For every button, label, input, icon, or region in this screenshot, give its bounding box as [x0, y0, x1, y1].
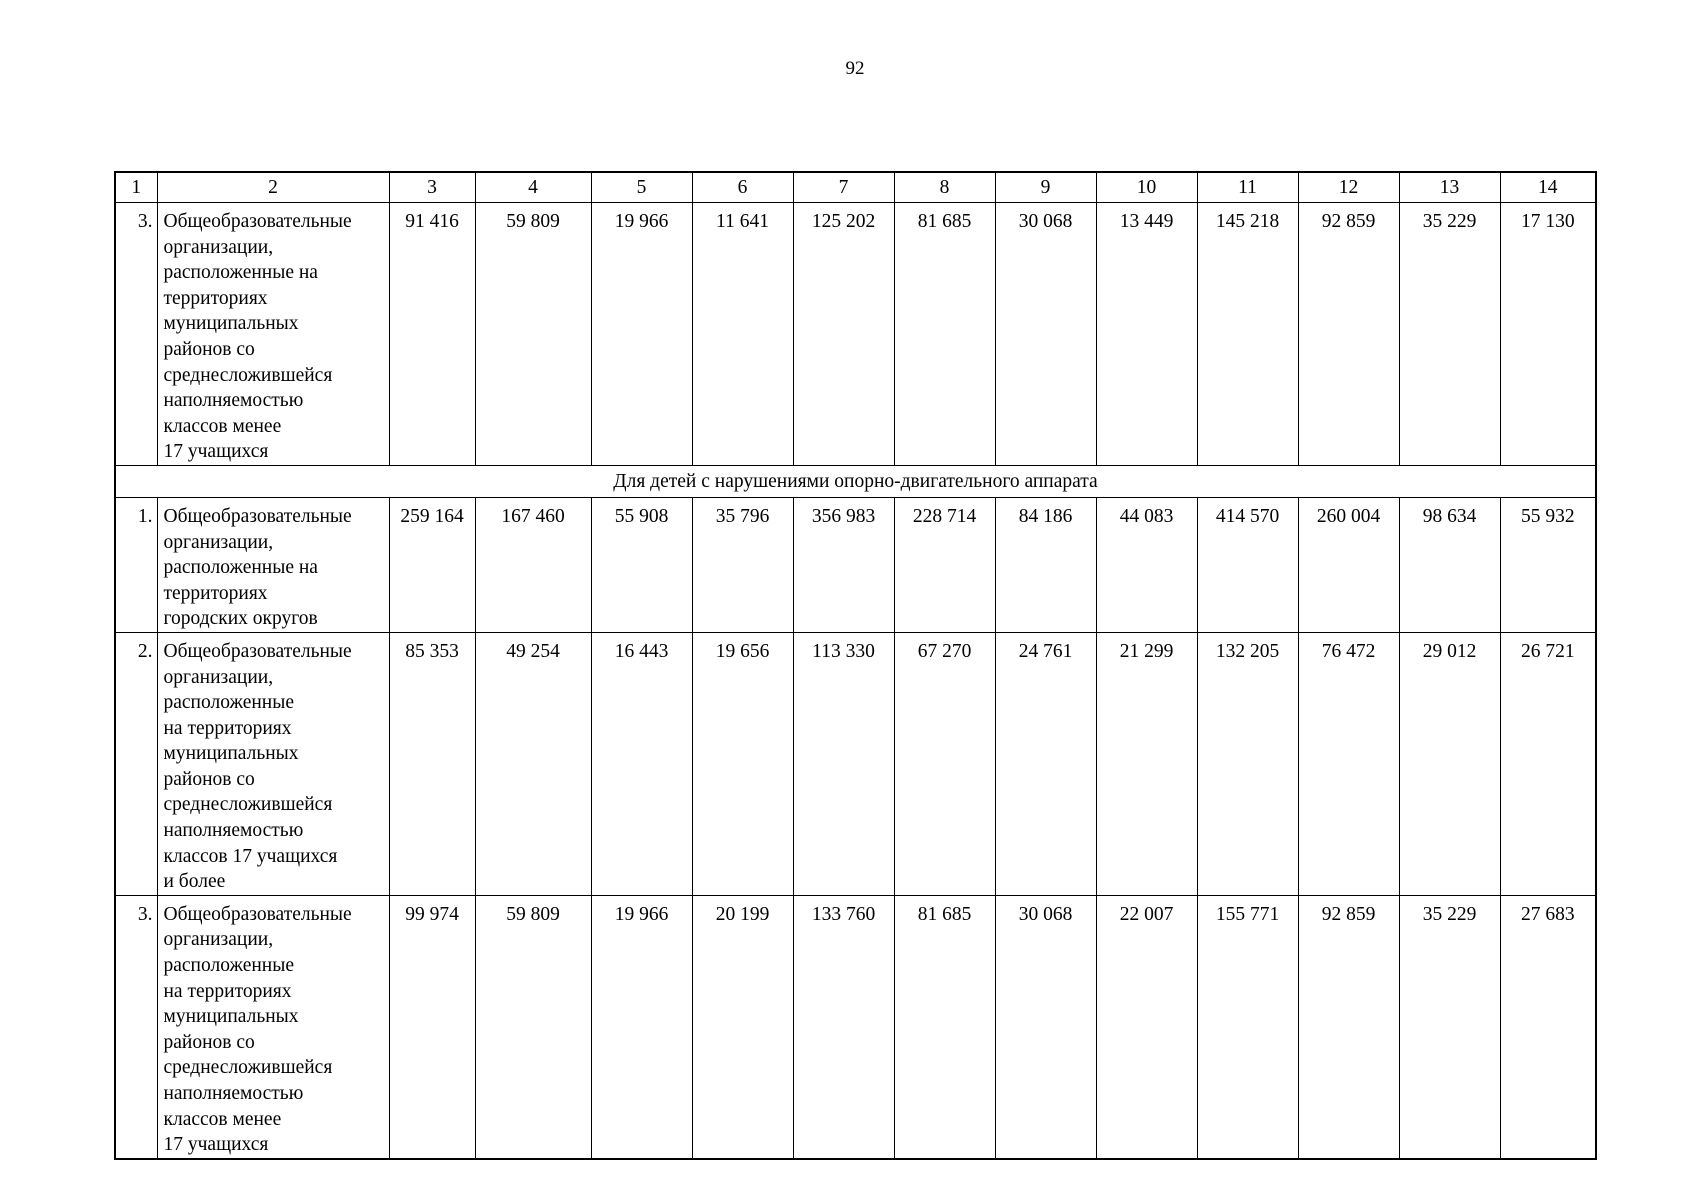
value-cell: 92 859: [1298, 203, 1399, 466]
column-number-cell: 5: [591, 172, 692, 203]
value-cell: 35 229: [1399, 203, 1500, 466]
table-row: [115, 895, 1596, 1158]
column-number-cell: 6: [692, 172, 793, 203]
value-cell: 259 164: [389, 497, 475, 632]
value-cell: 35 229: [1399, 895, 1500, 1158]
row-index: 3.: [115, 895, 157, 1158]
row-index: 2.: [115, 632, 157, 895]
value-cell: 155 771: [1197, 895, 1298, 1158]
value-cell: 22 007: [1096, 895, 1197, 1158]
value-cell: 85 353: [389, 632, 475, 895]
section-row: [115, 465, 1596, 497]
value-cell: 27 683: [1500, 895, 1596, 1158]
value-cell: 19 966: [591, 203, 692, 466]
value-cell: 356 983: [793, 497, 894, 632]
value-cell: 44 083: [1096, 497, 1197, 632]
value-cell: 20 199: [692, 895, 793, 1158]
column-number-cell: 12: [1298, 172, 1399, 203]
table-row: [115, 203, 1596, 466]
value-cell: 11 641: [692, 203, 793, 466]
value-cell: 19 656: [692, 632, 793, 895]
column-number-cell: 9: [995, 172, 1096, 203]
value-cell: 132 205: [1197, 632, 1298, 895]
value-cell: 76 472: [1298, 632, 1399, 895]
row-name: Общеобразовательные организации, расположенные на территориях городских округов: [157, 497, 389, 632]
row-name: Общеобразовательные организации, расположенные на территориях муниципальных районов со среднесложившейся наполняемостью классов 17 учащихся и более: [157, 632, 389, 895]
value-cell: 113 330: [793, 632, 894, 895]
value-cell: 17 130: [1500, 203, 1596, 466]
value-cell: 55 932: [1500, 497, 1596, 632]
value-cell: 414 570: [1197, 497, 1298, 632]
column-number-cell: 8: [894, 172, 995, 203]
value-cell: 49 254: [475, 632, 591, 895]
value-cell: 91 416: [389, 203, 475, 466]
column-number-cell: 7: [793, 172, 894, 203]
value-cell: 19 966: [591, 895, 692, 1158]
value-cell: 167 460: [475, 497, 591, 632]
section-title: Для детей с нарушениями опорно-двигательного аппарата: [115, 465, 1596, 497]
value-cell: 145 218: [1197, 203, 1298, 466]
value-cell: 30 068: [995, 203, 1096, 466]
row-index: 3.: [115, 203, 157, 466]
value-cell: 228 714: [894, 497, 995, 632]
column-number-cell: 2: [157, 172, 389, 203]
value-cell: 67 270: [894, 632, 995, 895]
value-cell: 13 449: [1096, 203, 1197, 466]
column-number-cell: 4: [475, 172, 591, 203]
value-cell: 59 809: [475, 203, 591, 466]
table-row: [115, 632, 1596, 895]
data-table: [114, 171, 1597, 1160]
value-cell: 35 796: [692, 497, 793, 632]
value-cell: 84 186: [995, 497, 1096, 632]
value-cell: 30 068: [995, 895, 1096, 1158]
value-cell: 81 685: [894, 203, 995, 466]
value-cell: 59 809: [475, 895, 591, 1158]
value-cell: 99 974: [389, 895, 475, 1158]
column-number-cell: 1: [115, 172, 157, 203]
column-number-cell: 14: [1500, 172, 1596, 203]
column-number-cell: 11: [1197, 172, 1298, 203]
value-cell: 125 202: [793, 203, 894, 466]
row-name: Общеобразовательные организации, расположенные на территориях муниципальных районов со среднесложившейся наполняемостью классов менее 17 учащихся: [157, 203, 389, 466]
value-cell: 55 908: [591, 497, 692, 632]
value-cell: 98 634: [1399, 497, 1500, 632]
column-number-cell: 10: [1096, 172, 1197, 203]
value-cell: 260 004: [1298, 497, 1399, 632]
column-number-cell: 13: [1399, 172, 1500, 203]
value-cell: 16 443: [591, 632, 692, 895]
header-row: [115, 172, 1596, 203]
table-row: [115, 497, 1596, 632]
table-body: [115, 172, 1596, 1159]
value-cell: 26 721: [1500, 632, 1596, 895]
value-cell: 24 761: [995, 632, 1096, 895]
value-cell: 29 012: [1399, 632, 1500, 895]
column-number-cell: 3: [389, 172, 475, 203]
row-name: Общеобразовательные организации, расположенные на территориях муниципальных районов со среднесложившейся наполняемостью классов менее 17 учащихся: [157, 895, 389, 1158]
row-index: 1.: [115, 497, 157, 632]
value-cell: 81 685: [894, 895, 995, 1158]
value-cell: 133 760: [793, 895, 894, 1158]
value-cell: 92 859: [1298, 895, 1399, 1158]
page-number: 92: [845, 58, 865, 79]
value-cell: 21 299: [1096, 632, 1197, 895]
